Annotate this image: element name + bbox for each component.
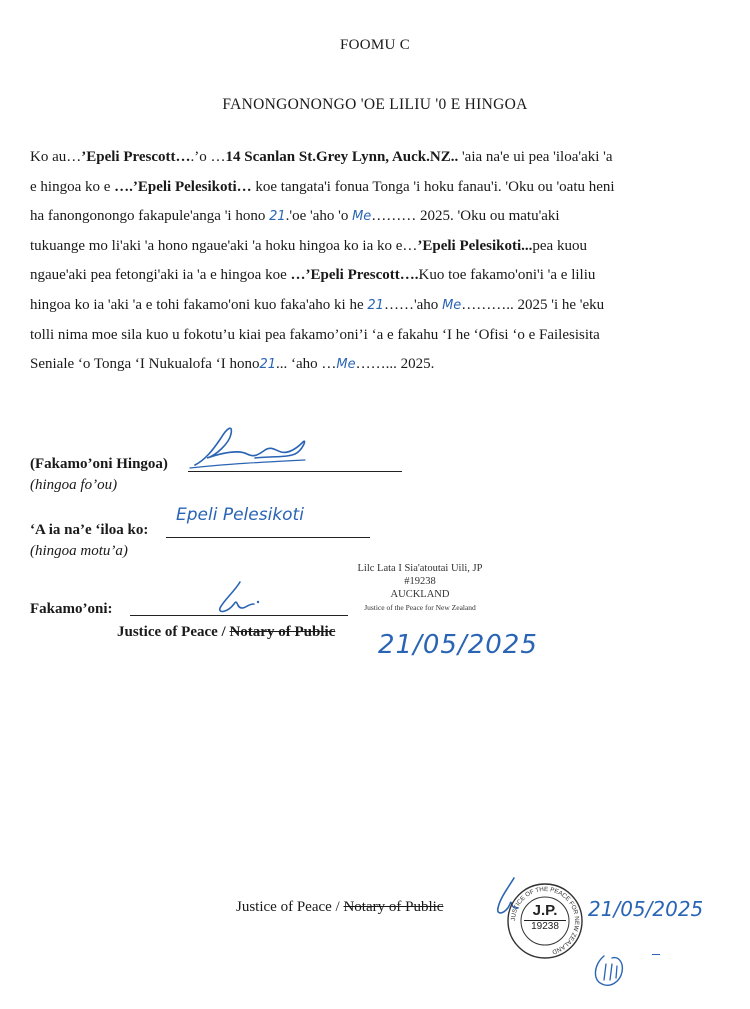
old-name: ….’Epeli Pelesikoti… [114, 178, 252, 195]
seal-center [524, 902, 566, 938]
jp-stamp-text [330, 562, 510, 614]
text: Ko au… [30, 149, 82, 165]
form-title: FANONGONONGO 'OE LILIU '0 E HINGOA [222, 96, 528, 113]
handwritten-month: Me [442, 297, 462, 313]
signature-label: (Fakamo’oni Hingoa) [30, 456, 168, 472]
text: Seniale ‘o Tonga ‘I Nukualofa ‘I hono [30, 356, 260, 373]
declaration-paragraph [30, 143, 730, 380]
text: ……… [371, 208, 417, 225]
former-name-line [166, 537, 370, 538]
text: ngaue'aki pea fetongi'aki ia 'a e hingoa koe [30, 267, 291, 284]
former-name-handwritten: Epeli Pelesikoti [176, 505, 304, 525]
text: ha fanongonongo fakapule'anga 'i hono [30, 208, 270, 225]
stamp-name: Lilc Lata I Sia'atoutai Uili, JP [357, 563, 483, 574]
stamp-number: #19238 [404, 576, 436, 587]
seal-number: 19238 [524, 920, 566, 933]
paragraph-line-5 [30, 261, 730, 291]
signature-sublabel: (hingoa fo’ou) [30, 477, 118, 493]
text: tukuange mo li'aki 'a hono ngaue'aki 'a hoku hingoa ko ia ko e… [30, 237, 418, 254]
seal-jp: J.P. [532, 902, 558, 919]
role-jp: Justice of Peace / [117, 624, 230, 640]
seal-ring-text: JUSTICE OF THE PEACE FOR NEW ZEALAND [509, 885, 581, 956]
address: 14 Scanlan St.Grey Lynn, Auck.NZ.. [225, 149, 459, 165]
text: e hingoa ko e [30, 178, 115, 195]
text: .'oe 'aho 'o [285, 208, 353, 225]
paragraph-line-4 [30, 232, 730, 262]
former-name-sublabel: (hingoa motu’a) [30, 543, 128, 559]
new-name: ’Epeli Prescott… [81, 149, 191, 165]
text: ……….. 2025 'i he 'eku [461, 296, 605, 313]
handwritten-month: Me [336, 357, 356, 373]
stamp-city: AUCKLAND [390, 589, 450, 600]
paragraph-line-3 [30, 202, 730, 232]
witness-signature-scribble [210, 578, 270, 618]
witness-date-handwritten: 21/05/2025 [378, 630, 538, 660]
role-notary-struck: Notary of Public [343, 899, 444, 915]
former-name-label: ‘A ia na’e ‘iloa ko: [30, 522, 149, 538]
footer-dash-mark [652, 954, 660, 955]
role-notary-struck: Notary of Public [229, 624, 336, 640]
paragraph-line-1 [30, 143, 730, 173]
handwritten-month: Me [352, 209, 372, 225]
text: Kuo toe fakamo'oni'i 'a e liliu [418, 267, 596, 284]
paragraph-line-7: tolli nima moe sila kuo u fokotu’u kiai pea fakamo’oni’i ‘a e fakahu ‘I he ‘Ofisi ‘o e Failesisita [30, 326, 600, 343]
role-jp: Justice of Peace / [236, 899, 344, 915]
form-label: FOOMU C [339, 37, 411, 53]
paragraph-line-2 [30, 173, 730, 203]
text: ... ‘aho … [276, 356, 337, 373]
text: pea kuou [532, 237, 587, 254]
stamp-caption: Justice of the Peace for New Zealand [364, 603, 476, 612]
footer-role [236, 899, 443, 916]
text: 2025. 'Oku ou matu'aki [416, 208, 560, 225]
paragraph-line-8 [30, 350, 730, 380]
witness-label: Fakamo’oni: [30, 601, 113, 617]
signature-scribble [185, 420, 315, 472]
witness-role [117, 624, 335, 641]
text: 'aia na'e ui pea 'iloa'aki 'a [458, 149, 613, 165]
footer-date-handwritten: 21/05/2025 [588, 897, 704, 921]
text: hingoa ko ia 'aki 'a e tohi fakamo'oni kuo faka'aho ki he [30, 296, 368, 313]
handwritten-day: 21 [259, 357, 276, 373]
paragraph-line-6 [30, 291, 730, 321]
old-name: ’Epeli Pelesikoti... [417, 237, 533, 254]
handwritten-day: 21 [269, 209, 286, 225]
handwritten-day: 21 [367, 297, 384, 313]
text: ……... 2025. [355, 356, 435, 373]
text: .’o … [190, 149, 226, 165]
new-name: …’Epeli Prescott…. [290, 267, 419, 284]
footer-initials-scribble [590, 950, 630, 990]
text: ……'aho [383, 296, 443, 313]
text: koe tangata'i fonua Tonga 'i hoku fanau'i. 'Oku ou 'oatu heni [251, 178, 615, 195]
jp-seal [506, 882, 584, 960]
